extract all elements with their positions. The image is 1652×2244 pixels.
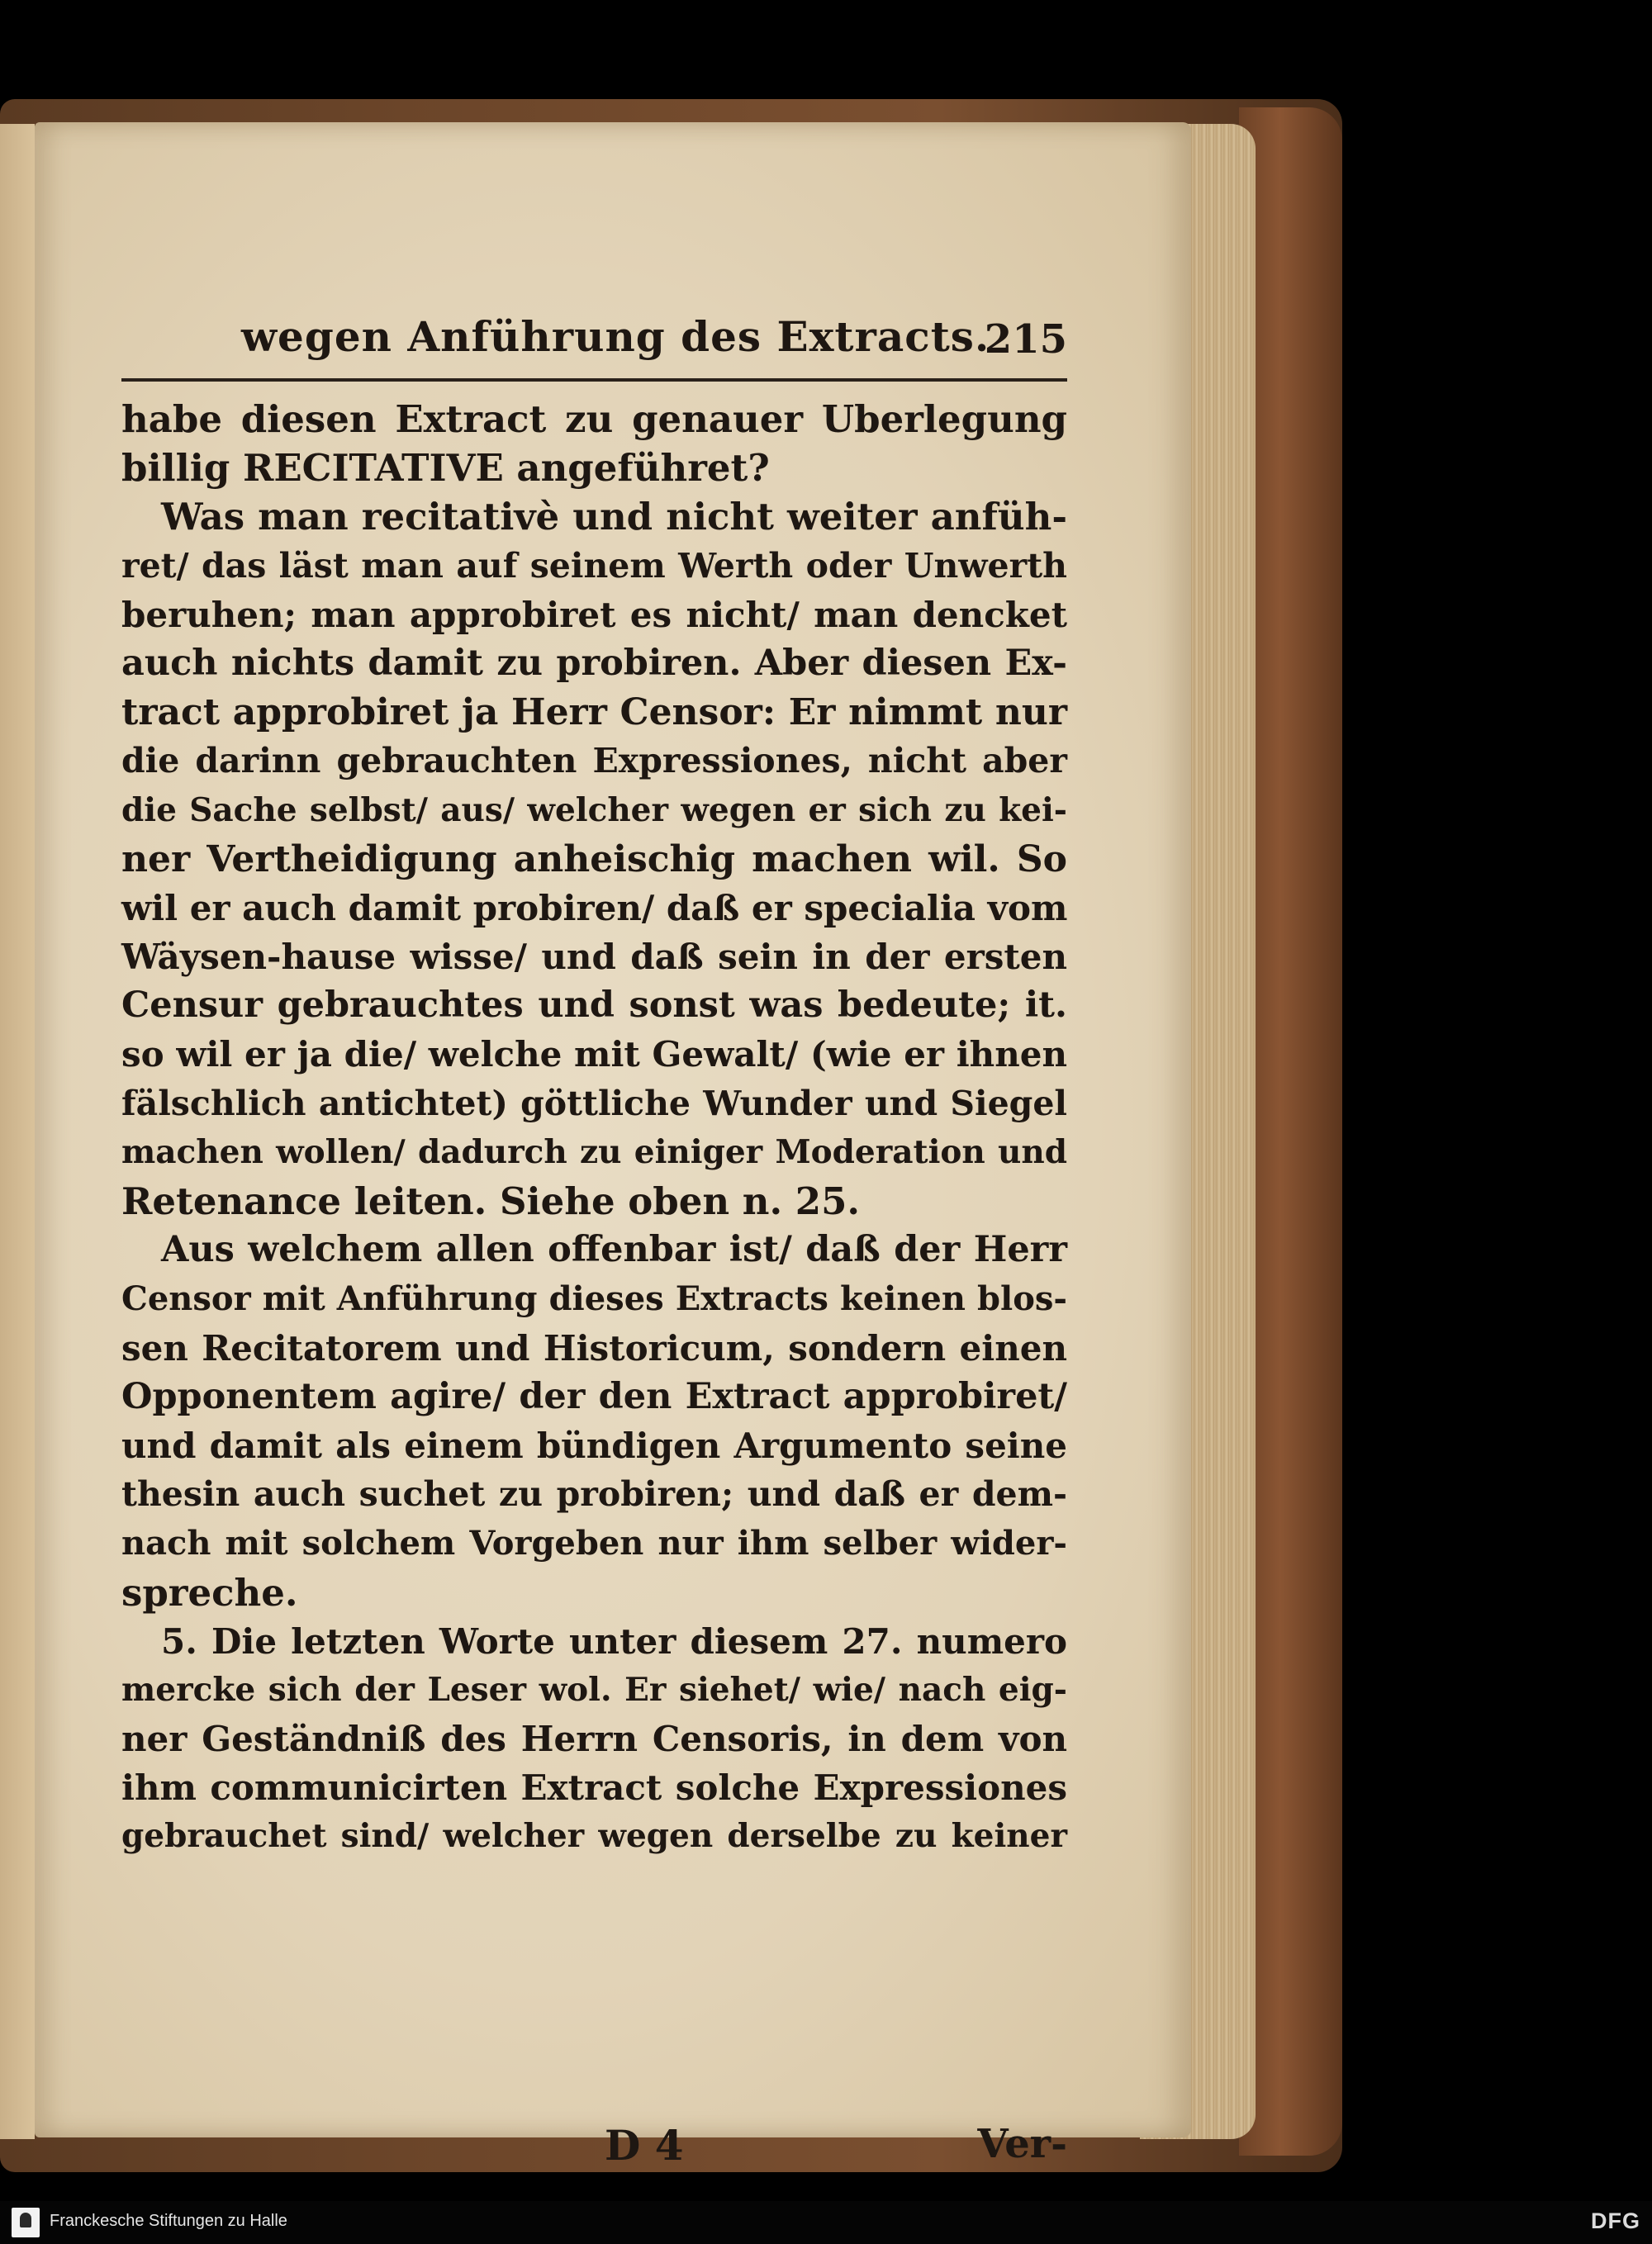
signature-mark: D 4 <box>605 2121 684 2170</box>
text-line: Censor mit Anführung dieses Extracts keinen blos- <box>121 1279 1067 1319</box>
text-line: beruhen; man approbiret es nicht/ man dencket <box>121 594 1067 635</box>
book-page <box>35 122 1191 2170</box>
body-text <box>121 395 1067 1862</box>
page-number: 215 <box>984 316 1067 363</box>
text-line: 5. Die letzten Worte unter diesem 27. numero <box>161 1620 1067 1662</box>
text-line: fälschlich antichtet) göttliche Wunder und Siegel <box>121 1083 1067 1123</box>
text-line: tract approbiret ja Herr Censor: Er nimmt nur <box>121 691 1067 734</box>
text-line: ner Geständniß des Herrn Censoris, in dem von <box>121 1719 1067 1760</box>
text-line: ihm communicirten Extract solche Expressiones <box>121 1767 1067 1809</box>
text-line: Was man recitativè und nicht weiter anfüh- <box>161 495 1067 539</box>
text-line: und damit als einem bündigen Argumento seine <box>121 1425 1067 1466</box>
text-line: ret/ das läst man auf seinem Werth oder Unwerth <box>121 545 1067 586</box>
text-line: die darinn gebrauchten Expressiones, nicht aber <box>121 741 1067 781</box>
text-line: spreche. <box>121 1570 298 1615</box>
text-line: ner Vertheidigung anheischig machen wil. So <box>121 837 1067 880</box>
text-line: mercke sich der Leser wol. Er siehet/ wie/ nach eig- <box>121 1670 1067 1709</box>
text-line: die Sache selbst/ aus/ welcher wegen er sich zu kei- <box>121 790 1067 829</box>
institution-name: Franckesche Stiftungen zu Halle <box>50 2212 287 2230</box>
text-line: Retenance leiten. Siehe oben n. 25. <box>121 1179 861 1223</box>
text-line: sen Recitatorem und Historicum, sondern einen <box>121 1327 1067 1369</box>
text-line: Opponentem agire/ der den Extract approbiret/ <box>121 1375 1067 1417</box>
catchline <box>121 2121 1067 2179</box>
catchword: Ver- <box>977 2121 1067 2167</box>
text-line: billig RECITATIVE angeführet? <box>121 446 770 491</box>
text-line: thesin auch suchet zu probiren; und daß er dem- <box>121 1474 1067 1515</box>
text-line: gebrauchet sind/ welcher wegen derselbe zu keiner <box>121 1817 1067 1856</box>
running-title: wegen Anführung des Extracts. <box>241 312 990 361</box>
text-line: nach mit solchem Vorgeben nur ihm selber wider- <box>121 1524 1067 1563</box>
text-line: habe diesen Extract zu genauer Uberlegung <box>121 397 1067 441</box>
text-block <box>121 296 1068 2170</box>
header-rule <box>121 378 1067 382</box>
text-line: wil er auch damit probiren/ daß er specialia vom <box>121 887 1068 928</box>
text-line: so wil er ja die/ welche mit Gewalt/ (wie er ihnen <box>121 1034 1067 1075</box>
institution-logo-icon <box>12 2208 40 2237</box>
text-line: Censur gebrauchtes und sonst was bedeute; it. <box>121 984 1067 1027</box>
running-head <box>121 296 1067 370</box>
dfg-logo: DFG <box>1591 2208 1640 2233</box>
facing-page-edge <box>0 124 35 2139</box>
text-line: auch nichts damit zu probiren. Aber diesen Ex- <box>121 642 1067 684</box>
text-line: machen wollen/ dadurch zu einiger Moderation und <box>121 1132 1067 1171</box>
footer-bar <box>0 2201 1652 2244</box>
text-line: Wäysen-hause wisse/ und daß sein in der ersten <box>121 937 1067 978</box>
text-line: Aus welchem allen offenbar ist/ daß der Herr <box>161 1229 1067 1271</box>
